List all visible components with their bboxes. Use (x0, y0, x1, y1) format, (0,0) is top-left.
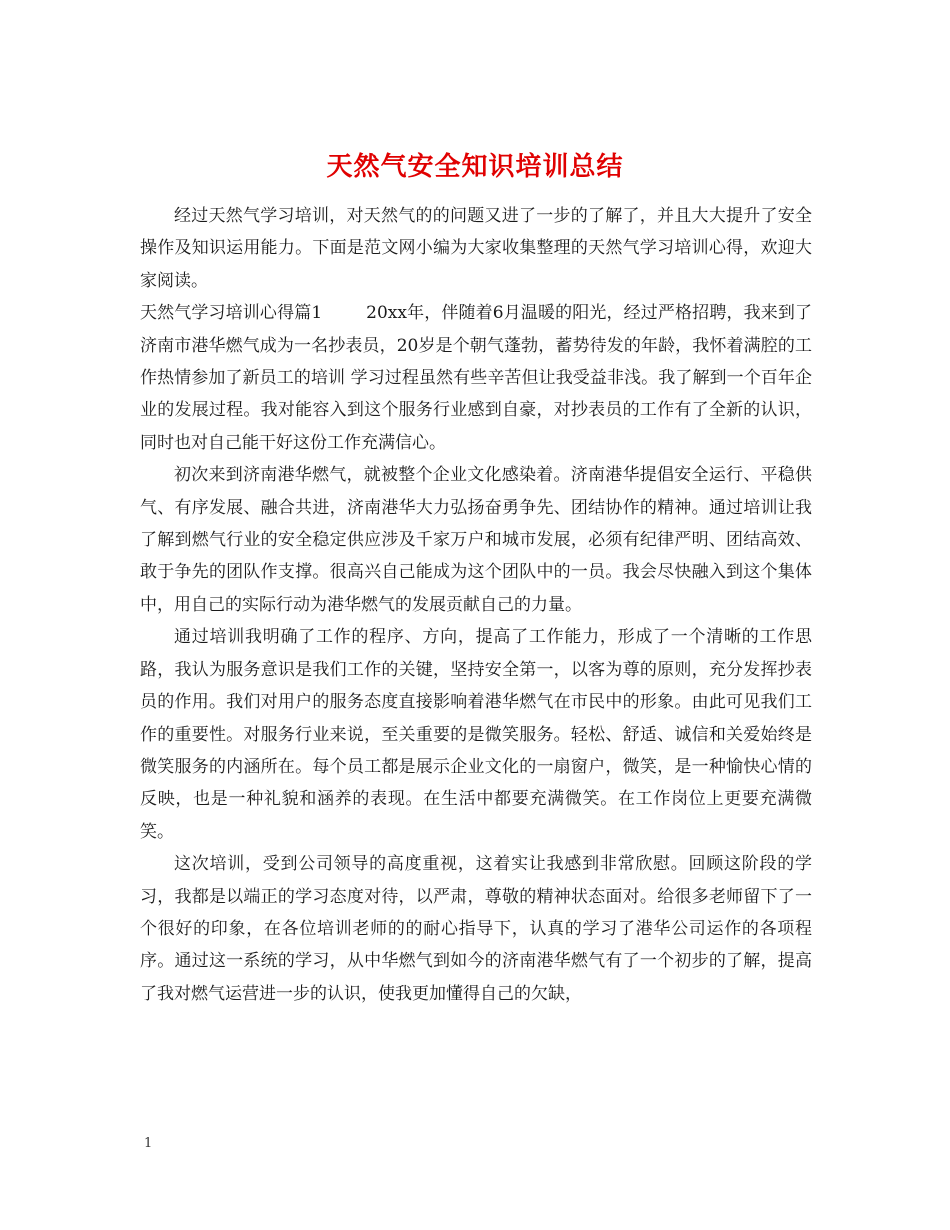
page-number: 1 (144, 1136, 153, 1151)
paragraph-intro: 经过天然气学习培训，对天然气的的问题又进了一步的了解了，并且大大提升了安全操作及知识运用能力。下面是范文网小编为大家收集整理的天然气学习培训心得，欢迎大家阅读。 (140, 206, 812, 291)
paragraph-culture: 初次来到济南港华燃气，就被整个企业文化感染着。济南港华提倡安全运行、平稳供气、有序发展、融合共进，济南港华大力弘扬奋勇争先、团结协作的精神。通过培训让我了解到燃气行业的安全稳定供应涉及千家万户和城市发展，必须有纪律严明、团结高效、敢于争先的团队作支撑。很高兴自己能成为这个团队中的一员。我会尽快融入到这个集体中，用自己的实际行动为港华燃气的发展贡献自己的力量。 (140, 465, 812, 615)
section-body: 20xx年，伴随着6月温暖的阳光，经过严格招聘，我来到了济南市港华燃气成为一名抄表员，20岁是个朝气蓬勃，蓄势待发的年龄，我怀着满腔的工作热情参加了新员工的培训 学习过程虽然有些辛苦但让我受益非浅。我了解到一个百年企业的发展过程。我对能容入到这个服务行业感到自豪，对抄表员的工作有了全新的认识，同时也对自己能干好这份工作充满信心。 (140, 303, 812, 453)
section-heading: 天然气学习培训心得篇1 (140, 303, 323, 324)
paragraph-service: 通过培训我明确了工作的程序、方向，提高了工作能力，形成了一个清晰的工作思路，我认为服务意识是我们工作的关键，坚持安全第一，以客为尊的原则，充分发挥抄表员的作用。我们对用户的服务态度直接影响着港华燃气在市民中的形象。由此可见我们工作的重要性。对服务行业来说，至关重要的是微笑服务。轻松、舒适、诚信和关爱始终是微笑服务的内涵所在。每个员工都是展示企业文化的一扇窗户，微笑，是一种愉快心情的反映，也是一种礼貌和涵养的表现。在生活中都要充满微笑。在工作岗位上更要充满微笑。 (140, 627, 812, 842)
document-body (140, 200, 812, 1010)
paragraph-section-1 (140, 297, 812, 459)
document-title: 天然气安全知识培训总结 (326, 152, 624, 183)
paragraph-training: 这次培训，受到公司领导的高度重视，这着实让我感到非常欣慰。回顾这阶段的学习，我都是以端正的学习态度对待，以严肃，尊敬的精神状态面对。给很多老师留下了一个很好的印象，在各位培训老师的的耐心指导下，认真的学习了港华公司运作的各项程序。通过这一系统的学习，从中华燃气到如今的济南港华燃气有了一个初步的了解，提高了我对燃气运营进一步的认识，使我更加懂得自己的欠缺， (140, 854, 812, 1004)
